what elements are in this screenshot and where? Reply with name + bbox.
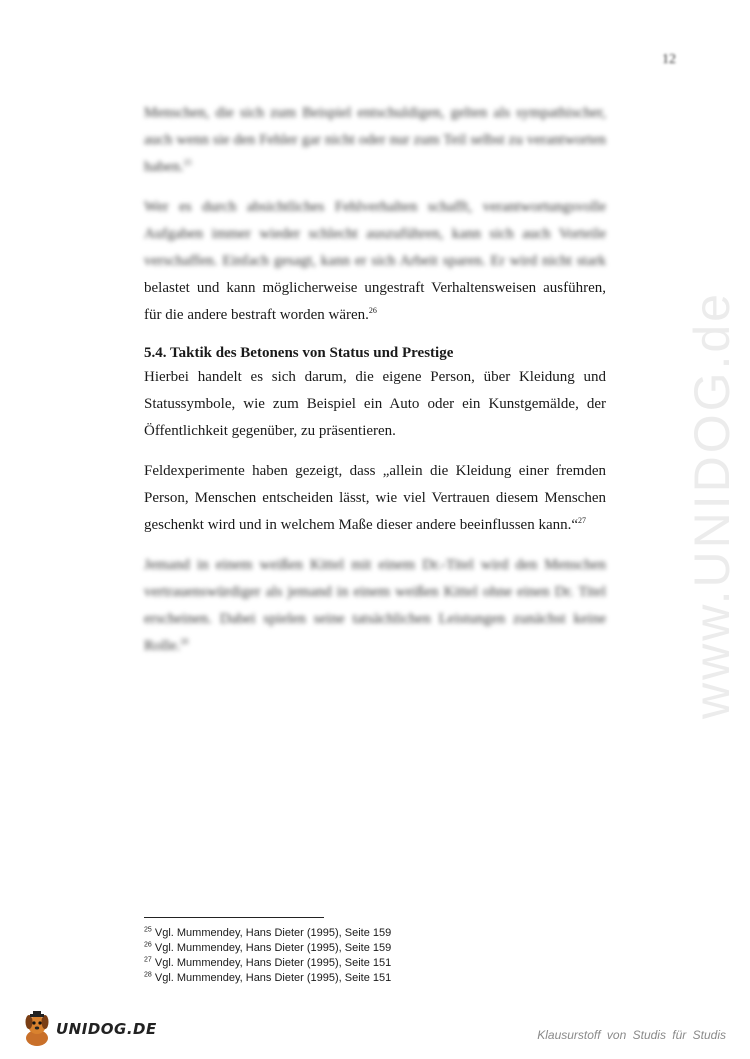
footer-tagline: Klausurstoff von Studis für Studis (537, 1028, 726, 1042)
footnote-ref: 27 (578, 516, 587, 525)
footnote-number: 28 (144, 971, 152, 979)
logo-text: UNIDOG.DE (56, 1020, 157, 1038)
watermark: www.UNIDOG.de (684, 291, 740, 719)
footnote-text: Vgl. Mummendey, Hans Dieter (1995), Seite 151 (154, 972, 392, 984)
paragraph-partial-blur (144, 194, 606, 329)
footnotes (144, 926, 564, 986)
paragraph-text: Feldexperimente haben gezeigt, dass „allein die Kleidung einer fremden Person, Menschen entscheiden lässt, wie viel Vertrauen diesem Menschen geschenkt wird und in welchem Maße dieser andere beeinflussen kann.“ (144, 463, 606, 533)
footnote-text: Vgl. Mummendey, Hans Dieter (1995), Seite 151 (154, 957, 392, 969)
footnote-divider (144, 917, 324, 918)
paragraph-text-blurred: Wer es durch absichtliches Fehlverhalten schafft, verantwortungsvolle Aufgaben immer wieder schlecht auszuführen, kann sich auch Vorteile verschaffen. Einfach gesagt, kann er sich Arbeit sparen. Er wird nicht stark (144, 199, 606, 269)
footnote-text: Vgl. Mummendey, Hans Dieter (1995), Seite 159 (154, 942, 392, 954)
footnote-text: Vgl. Mummendey, Hans Dieter (1995), Seite 159 (154, 927, 392, 939)
footnote-ref: 28 (180, 637, 189, 646)
footnote-item (144, 956, 564, 971)
section-heading: 5.4. Taktik des Betonens von Status und Prestige (144, 345, 454, 361)
footnote-ref: 26 (368, 306, 377, 315)
paragraph-text: Menschen, die sich zum Beispiel entschuldigen, gelten als sympathischer, auch wenn sie den Fehler gar nicht oder nur zum Teil selbst zu verantworten haben. (144, 105, 606, 175)
paragraph-experiments (144, 458, 606, 539)
footnote-item (144, 941, 564, 956)
dog-mascot-icon (20, 1011, 54, 1047)
paragraph-blurred-1 (144, 100, 606, 181)
footnote-number: 26 (144, 941, 152, 949)
footnote-item (144, 971, 564, 986)
footnote-ref: 25 (183, 158, 192, 167)
paragraph-text-clear: belastet und kann möglicherweise ungestraft Verhaltensweisen ausführen, für die andere bestraft worden wären. (144, 280, 606, 323)
footnote-number: 27 (144, 956, 152, 964)
footnote-item (144, 926, 564, 941)
unidog-logo (20, 1011, 157, 1047)
paragraph-blurred-2 (144, 552, 606, 660)
paragraph-text: Jemand in einem weißen Kittel mit einem Dr.-Titel wird den Menschen vertrauenswürdiger als jemand in einem weißen Kittel ohne einen Dr. Titel erscheinen. Dabei spielen seine tatsächlichen Leistungen zunächst keine Rolle. (144, 557, 606, 654)
page-body (144, 100, 606, 673)
paragraph-status: Hierbei handelt es sich darum, die eigene Person, über Kleidung und Statussymbole, wie zum Beispiel ein Auto oder ein Kunstgemälde, der Öffentlichkeit gegenüber, zu präsentieren. (144, 369, 606, 439)
page-number: 12 (662, 52, 676, 67)
footnote-number: 25 (144, 926, 152, 934)
